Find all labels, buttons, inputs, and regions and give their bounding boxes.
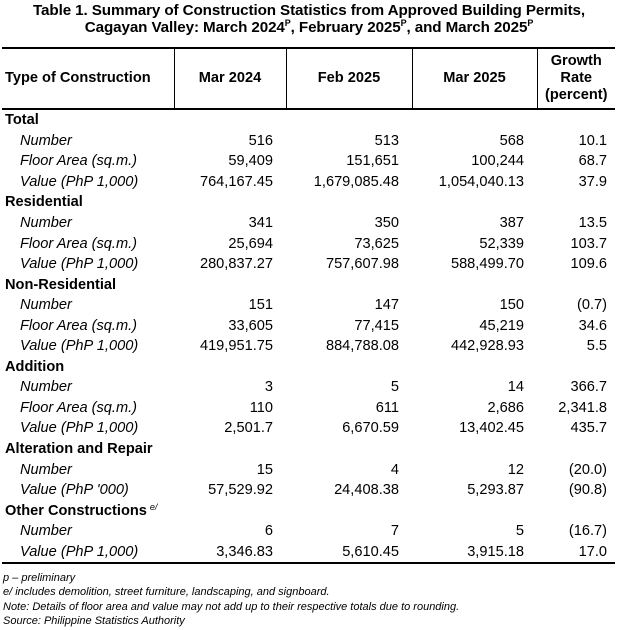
cell-mar2025: 1,054,040.13	[438, 173, 524, 190]
cell-mar2024: 25,694	[228, 235, 273, 252]
header-feb2025: Feb 2025	[286, 48, 412, 109]
cell-feb2025: 24,408.38	[334, 482, 399, 499]
preliminary-mark: P	[527, 18, 534, 28]
header-growth-line2: Rate	[560, 70, 593, 86]
table-row	[2, 480, 615, 501]
row-label: Value (PhP 1,000)	[20, 338, 139, 355]
footnote-preliminary: p – preliminary	[3, 572, 76, 584]
section-label	[2, 274, 615, 295]
header-growth-line3: (percent)	[545, 87, 608, 103]
cell-growth-rate: 37.9	[578, 173, 607, 190]
footnote-other-constructions: e/ includes demolition, street furniture, landscaping, and signboard.	[3, 586, 330, 599]
row-label: Value (PhP 1,000)	[20, 256, 139, 273]
cell-feb2025: 884,788.08	[325, 338, 399, 355]
header-mar2025: Mar 2025	[412, 48, 537, 109]
footnote-rounding: Note: Details of floor area and value may not add up to their respective totals due to rounding.	[3, 600, 460, 613]
cell-growth-rate: 68.7	[578, 153, 607, 170]
row-label: Floor Area (sq.m.)	[20, 153, 138, 170]
cell-mar2024: 15	[256, 461, 273, 478]
section-row	[2, 274, 615, 295]
row-label: Floor Area (sq.m.)	[20, 235, 138, 252]
cell-growth-rate: 5.5	[586, 338, 607, 355]
cell-feb2025: 5	[390, 379, 399, 396]
cell-growth-rate: 109.6	[570, 256, 607, 273]
row-label: Value (PhP 1,000)	[20, 420, 139, 437]
cell-mar2024: 3,346.83	[174, 541, 286, 563]
section-name: Addition	[5, 358, 65, 375]
cell-feb2025: 7	[390, 523, 399, 540]
title-line-2	[0, 19, 618, 36]
cell-feb2025: 1,679,085.48	[313, 173, 399, 190]
cell-feb2025: 757,607.98	[325, 256, 399, 273]
table-row	[2, 398, 615, 419]
table-row	[2, 336, 615, 357]
cell-feb2025: 151,651	[346, 153, 399, 170]
section-label	[2, 357, 615, 378]
footnotes	[3, 571, 459, 628]
section-label	[2, 109, 615, 131]
row-label: Number	[20, 215, 72, 231]
row-label: Value (PhP '000)	[20, 482, 129, 499]
cell-growth-rate: 366.7	[570, 379, 607, 396]
cell-feb2025: 5,610.45	[286, 541, 412, 563]
table-row	[2, 459, 615, 480]
cell-growth-rate: 435.7	[570, 420, 607, 437]
section-row	[2, 109, 615, 131]
cell-mar2025: 13,402.45	[459, 420, 524, 437]
section-name: Other Constructions	[5, 502, 147, 519]
table-row	[2, 377, 615, 398]
cell-mar2025: 5,293.87	[467, 482, 524, 499]
row-label: Floor Area (sq.m.)	[20, 399, 138, 416]
cell-feb2025: 77,415	[354, 317, 399, 334]
cell-mar2025: 3,915.18	[412, 541, 537, 563]
section-label	[2, 439, 615, 460]
preliminary-mark: P	[284, 18, 291, 28]
cell-mar2024: 516	[248, 132, 273, 149]
row-label: Floor Area (sq.m.)	[20, 317, 138, 334]
cell-mar2024: 110	[249, 399, 273, 416]
row-label: Value (PhP 1,000)	[20, 173, 139, 190]
cell-growth-rate: (90.8)	[568, 482, 607, 499]
title-line-1: Table 1. Summary of Construction Statistics from Approved Building Permits,	[33, 2, 585, 19]
section-row	[2, 192, 615, 213]
cell-growth-rate: 2,341.8	[558, 399, 607, 416]
cell-feb2025: 147	[374, 297, 399, 314]
header-growth-rate	[537, 48, 615, 109]
section-row	[2, 357, 615, 378]
preliminary-mark: P	[400, 18, 407, 28]
section-name: Alteration and Repair	[5, 441, 153, 458]
title-feb2025: , February 2025	[290, 19, 401, 36]
cell-mar2025: 2,686	[487, 399, 524, 416]
cell-growth-rate: (20.0)	[568, 461, 607, 478]
section-name: Total	[5, 112, 39, 129]
section-name: Residential	[5, 194, 83, 211]
section-label	[2, 500, 615, 521]
row-label: Number	[20, 523, 72, 540]
table-row	[2, 172, 615, 193]
cell-feb2025: 6,670.59	[342, 420, 399, 437]
cell-feb2025: 513	[374, 132, 399, 149]
table-row	[2, 315, 615, 336]
cell-growth-rate: 17.0	[537, 541, 615, 563]
header-mar2024: Mar 2024	[174, 48, 286, 109]
cell-mar2025: 45,219	[479, 317, 524, 334]
cell-growth-rate: 103.7	[570, 235, 607, 252]
cell-mar2025: 442,928.93	[450, 338, 524, 355]
cell-mar2025: 150	[499, 297, 524, 314]
cell-growth-rate: 34.6	[578, 317, 607, 334]
cell-feb2025: 611	[375, 399, 399, 416]
cell-mar2024: 764,167.45	[199, 173, 273, 190]
cell-mar2024: 33,605	[228, 317, 273, 334]
cell-mar2025: 12	[507, 461, 524, 478]
cell-mar2025: 14	[507, 379, 524, 396]
row-label: Number	[20, 379, 72, 396]
header-type: Type of Construction	[2, 48, 174, 109]
cell-growth-rate: 13.5	[578, 215, 607, 231]
cell-growth-rate: (0.7)	[576, 297, 607, 314]
header-growth-line1: Growth	[550, 53, 602, 69]
cell-feb2025: 350	[374, 215, 399, 231]
cell-mar2024: 419,951.75	[199, 338, 273, 355]
table-row	[2, 295, 615, 316]
table-title	[0, 2, 618, 36]
table-row	[2, 521, 615, 542]
cell-mar2025: 100,244	[471, 153, 524, 170]
cell-mar2024: 151	[248, 297, 273, 314]
cell-mar2024: 341	[248, 215, 273, 231]
row-label: Number	[20, 461, 72, 478]
section-name: Non-Residential	[5, 276, 117, 293]
cell-mar2025: 568	[499, 132, 524, 149]
row-label: Number	[20, 297, 72, 314]
table-body	[2, 109, 615, 563]
cell-mar2024: 280,837.27	[199, 256, 273, 273]
footnote-source: Source: Philippine Statistics Authority	[3, 614, 185, 627]
section-label	[2, 192, 615, 213]
cell-mar2025: 588,499.70	[450, 256, 524, 273]
cell-mar2025: 387	[499, 215, 524, 231]
table-row	[2, 418, 615, 439]
cell-feb2025: 4	[390, 461, 399, 478]
table-row	[2, 151, 615, 172]
title-mar2024: Cagayan Valley: March 2024	[84, 19, 285, 36]
cell-mar2024: 6	[264, 523, 273, 540]
cell-mar2024: 2,501.7	[224, 420, 273, 437]
cell-mar2024: 3	[264, 379, 273, 396]
table-row	[2, 541, 615, 563]
cell-feb2025: 73,625	[354, 235, 399, 252]
header-row	[2, 48, 615, 109]
footnote-marker: e/	[149, 501, 158, 512]
cell-mar2024: 59,409	[228, 153, 273, 170]
cell-growth-rate: (16.7)	[568, 523, 607, 540]
construction-statistics-table	[2, 47, 615, 564]
cell-growth-rate: 10.1	[578, 132, 607, 149]
cell-mar2024: 57,529.92	[208, 482, 273, 499]
cell-mar2025: 52,339	[479, 235, 524, 252]
cell-mar2025: 5	[515, 523, 524, 540]
row-label: Value (PhP 1,000)	[2, 541, 174, 563]
table-row	[2, 254, 615, 275]
row-label: Number	[20, 132, 72, 149]
section-row	[2, 439, 615, 460]
table-row	[2, 213, 615, 234]
table-row	[2, 233, 615, 254]
table-row	[2, 131, 615, 152]
title-mar2025: , and March 2025	[406, 19, 528, 36]
section-row	[2, 500, 615, 521]
